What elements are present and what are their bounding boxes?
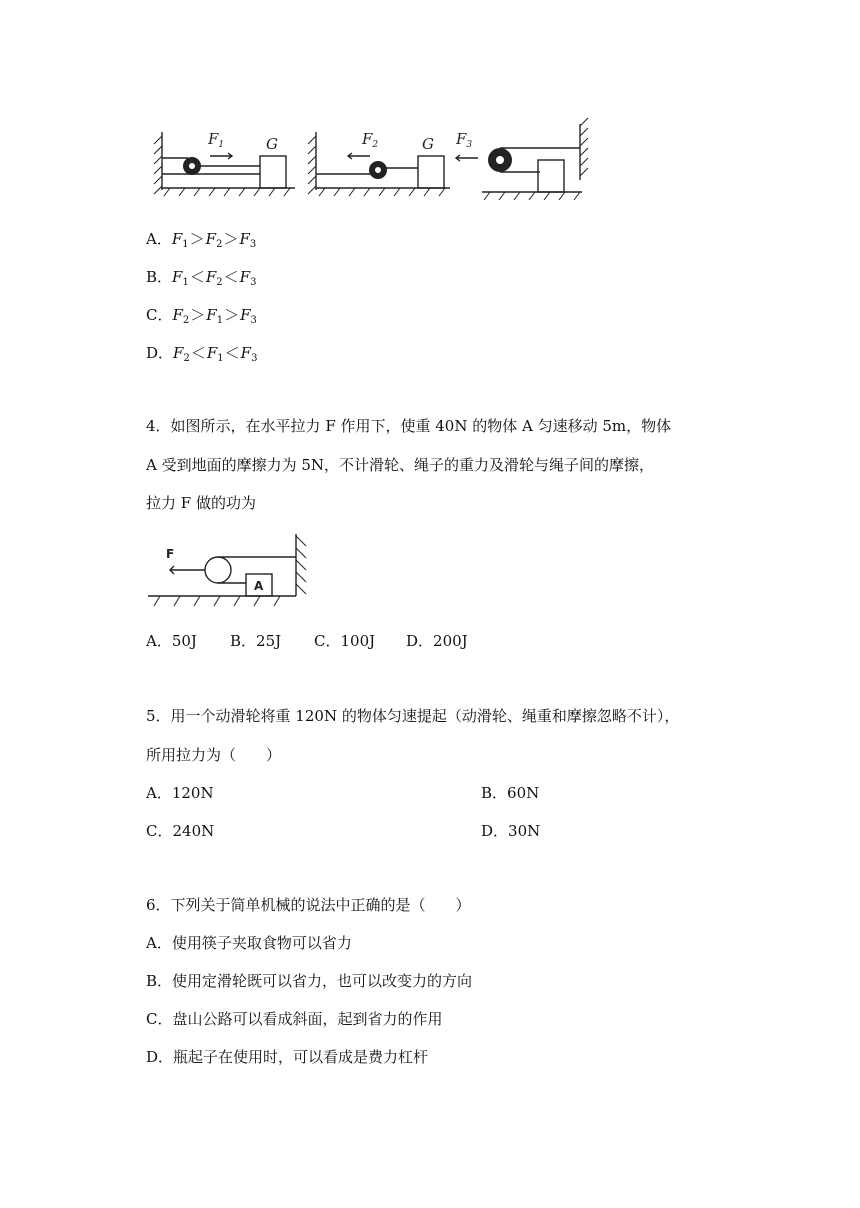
q5-option-d: D．30N [481, 822, 541, 840]
q3-label-f2: F [362, 130, 373, 148]
q5-stem-line-2: 所用拉力为（ ） [146, 746, 282, 764]
q4-option-c: C．100J [314, 632, 376, 650]
q3-option-b: B．$F_1<F_2<F_3$ [146, 268, 257, 288]
q4-option-d: D．200J [406, 632, 468, 650]
q3-label-g2: G [422, 135, 434, 153]
q4-option-a: A．50J [146, 632, 197, 650]
q4-pulley-icon [205, 557, 231, 583]
q3-pulley-figure [150, 118, 600, 210]
q5-option-c: C．240N [146, 822, 215, 840]
q6-option-c: C．盘山公路可以看成斜面，起到省力的作用 [146, 1010, 443, 1028]
q4-option-b: B．25J [230, 632, 282, 650]
q6-option-b: B．使用定滑轮既可以省力，也可以改变力的方向 [146, 972, 473, 990]
svg-text:F3: $F_3$ [456, 130, 473, 150]
q4-stem-line-2: A 受到地面的摩擦力为 5N，不计滑轮、绳子的重力及滑轮与绳子间的摩擦， [146, 456, 655, 474]
q6-option-d: D．瓶起子在使用时，可以看成是费力杠杆 [146, 1048, 429, 1066]
q3-option-c: C．$F_2>F_1>F_3$ [146, 306, 257, 326]
q4-label-f: F [166, 547, 175, 561]
q5-option-a: A．120N [146, 784, 214, 802]
q5-stem-line-1: 5．用一个动滑轮将重 120N 的物体匀速提起（动滑轮、绳重和摩擦忽略不计）， [146, 707, 680, 725]
q3-label-g1: G [266, 135, 278, 153]
q3-option-a: A．$F_1>F_2>F_3$ [146, 230, 257, 250]
q6-option-a: A．使用筷子夹取食物可以省力 [146, 934, 352, 952]
svg-text:F2: $F_2$ [362, 130, 379, 150]
q4-pulley-figure [146, 530, 318, 612]
q4-label-a: A [254, 579, 264, 593]
q3-label-f1: F [208, 130, 219, 148]
q4-stem-line-1: 4．如图所示，在水平拉力 F 作用下，使重 40N 的物体 A 匀速移动 5m，物体 [146, 417, 672, 435]
q4-stem-line-3: 拉力 F 做的功为 [146, 494, 256, 512]
q3-option-d: D．$F_2<F_1<F_3$ [146, 344, 258, 364]
q6-stem: 6．下列关于简单机械的说法中正确的是（ ） [146, 896, 471, 914]
svg-text:F1: $F_1$ [208, 130, 225, 150]
q3-label-f3: F [456, 130, 467, 148]
q5-option-b: B．60N [481, 784, 540, 802]
